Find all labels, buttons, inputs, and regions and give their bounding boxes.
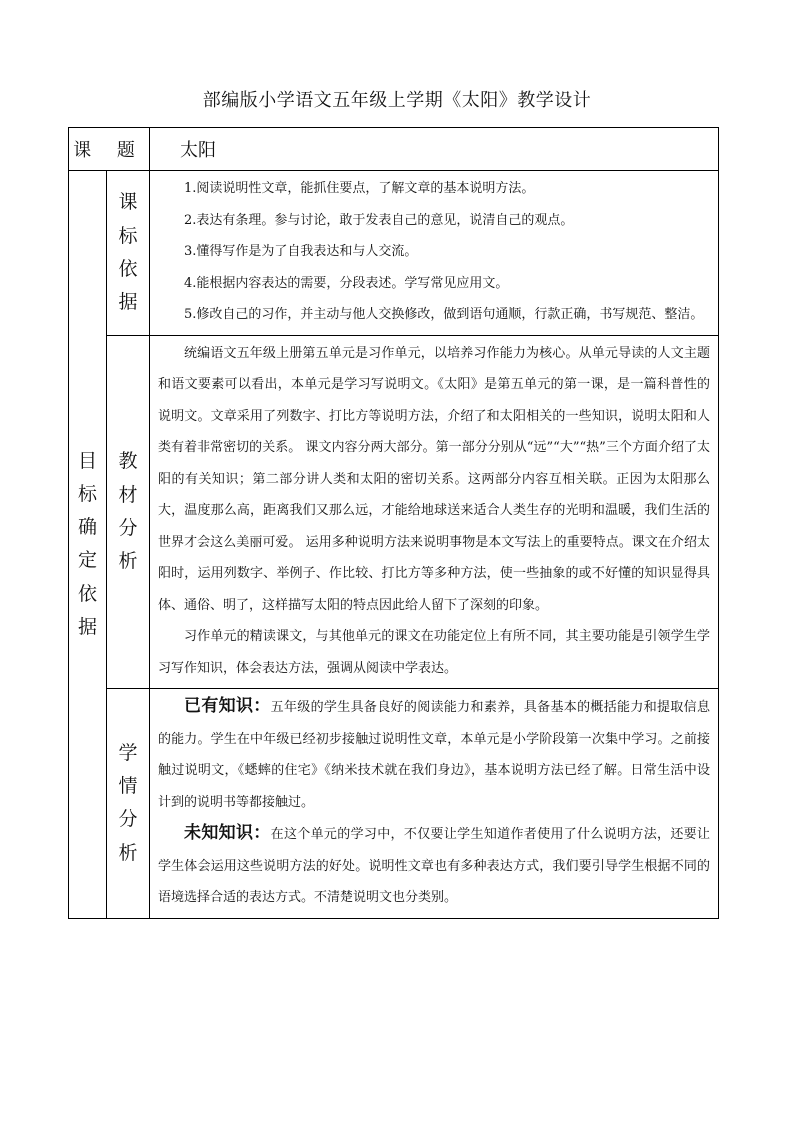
unknown-knowledge-text: 在这个单元的学习中，不仅要让学生知道作者使用了什么说明方法，还要让学生体会运用这些说明方法的好处。说明性文章也有多种表达方式，我们要引导学生根据不同的语境选择合适的表达方式。不清楚说明文也分类别。 (158, 827, 711, 905)
target-basis-label (69, 171, 107, 919)
label-char: 据 (77, 615, 97, 638)
curriculum-item: 2.表达有条理。参与讨论，敢于发表自己的意见，说清自己的观点。 (184, 212, 574, 228)
label-char: 依 (118, 257, 138, 280)
label-char: 分 (118, 516, 138, 539)
topic-value: 太阳 (150, 128, 719, 171)
label-char: 依 (77, 582, 97, 605)
label-char: 材 (118, 483, 138, 506)
unknown-knowledge-label: 未知知识： (184, 823, 271, 843)
textbook-label (107, 335, 150, 689)
textbook-paragraph: 统编语文五年级上册第五单元是习作单元，以培养习作能力为核心。从单元导读的人文主题和语文要素可以看出，本单元是学习写说明文。《太阳》是第五单元的第一课，是一篇科普性的说明文。文章采用了列数字、打比方等说明方法，介绍了和太阳相关的一些知识，说明太阳和人类有着非常密切的关系。 课文内容分两大部分。第一部分分别从“远”“大”“热”三个方面介绍了太阳的有关知识；第二部分讲人类和太阳的密切关系。这两部分内容互相关联。正因为太阳那么大，温度那么高，距离我们又那么远，才能给地球送来适合人类生存的光明和温暖，我们生活的世界才会这么美丽可爱。 运用多种说明方法来说明事物是本文写法上的重要特点。课文在介绍太阳时，运用列数字、举例子、作比较、打比方等多种方法，使一些抽象的或不好懂的知识显得具体、通俗、明了，这样描写太阳的特点因此给人留下了深刻的印象。 (158, 345, 711, 613)
learner-label (107, 689, 150, 919)
curriculum-row (69, 171, 719, 336)
textbook-row (69, 335, 719, 689)
unknown-knowledge (158, 818, 710, 914)
curriculum-item: 4.能根据内容表达的需要，分段表述。学写常见应用文。 (184, 275, 509, 291)
label-char: 课 (118, 191, 138, 214)
curriculum-content (150, 171, 719, 336)
topic-row (69, 128, 719, 171)
known-knowledge-label: 已有知识： (184, 696, 271, 716)
topic-label: 课 题 (69, 128, 150, 171)
learner-row (69, 689, 719, 919)
learner-content (150, 689, 719, 919)
label-char: 析 (118, 550, 138, 572)
textbook-paragraph: 习作单元的精读课文，与其他单元的课文在功能定位上有所不同，其主要功能是引领学生学习写作知识，体会表达方法，强调从阅读中学表达。 (158, 629, 711, 676)
label-char: 确 (77, 516, 97, 538)
label-char: 标 (118, 224, 138, 247)
textbook-content (150, 335, 719, 689)
known-knowledge (158, 691, 710, 818)
curriculum-item: 1.阅读说明性文章，能抓住要点，了解文章的基本说明方法。 (184, 181, 535, 196)
label-char: 教 (118, 450, 138, 473)
label-char: 标 (77, 482, 97, 505)
label-char: 目 (77, 449, 97, 472)
label-char: 定 (77, 549, 97, 572)
lesson-plan-table (68, 127, 719, 919)
label-char: 分 (118, 808, 138, 831)
known-knowledge-text: 五年级的学生具备良好的阅读能力和素养，具备基本的概括能力和提取信息的能力。学生在中年级已经初步接触过说明性文章，本单元是小学阶段第一次集中学习。之前接触过说明文，《蟋蟀的住宅》《纳米技术就在我们身边》，基本说明方法已经了解。日常生活中设计到的说明书等都接触过。 (158, 700, 711, 810)
curriculum-label (107, 171, 150, 336)
curriculum-item: 3.懂得写作是为了自我表达和与人交流。 (184, 244, 418, 259)
label-char: 据 (118, 291, 138, 313)
label-char: 学 (118, 741, 138, 764)
curriculum-item: 5.修改自己的习作，并主动与他人交换修改，做到语句通顺，行款正确，书写规范、整洁。 (184, 307, 704, 322)
document-title: 部编版小学语文五年级上学期《太阳》教学设计 (202, 90, 592, 111)
label-char: 情 (118, 775, 138, 797)
label-char: 析 (118, 841, 138, 864)
